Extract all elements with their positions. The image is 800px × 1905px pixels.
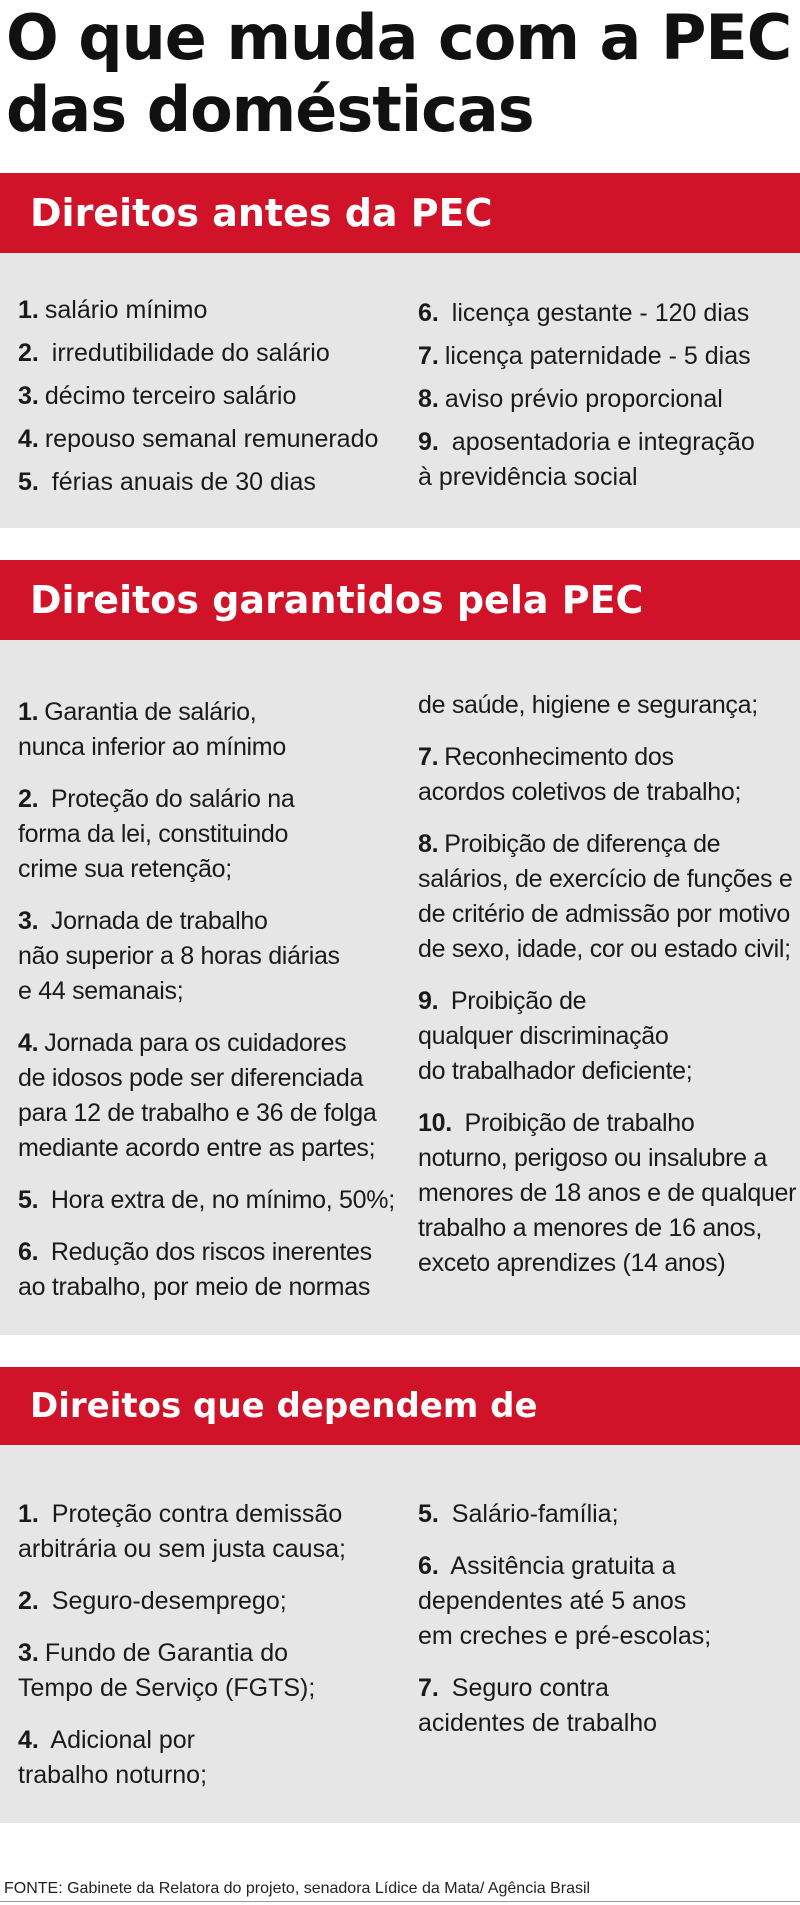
list-item: 5. Salário-família; bbox=[418, 1500, 619, 1528]
source-credit: FONTE: Gabinete da Relatora do projeto, senadora Lídice da Mata/ Agência Brasil bbox=[4, 1880, 591, 1897]
list-item: 3. Jornada de trabalho não superior a 8 horas diárias e 44 semanais; bbox=[18, 907, 340, 1005]
list-item: 7. Seguro contra acidentes de trabalho bbox=[418, 1674, 658, 1737]
list-item: 8. Proibição de diferença de salários, de exercício de funções e de critério de admissão por motivo de sexo, idade, cor ou estado civil; bbox=[418, 830, 793, 963]
bottom-divider bbox=[0, 1901, 800, 1902]
list-item: 4. Adicional por trabalho noturno; bbox=[18, 1726, 208, 1789]
column-left bbox=[18, 695, 395, 1305]
section-heading: Direitos garantidos pela PEC bbox=[30, 578, 644, 622]
list-item: 6. Redução dos riscos inerentes ao trabalho, por meio de normas bbox=[18, 1238, 372, 1301]
list-item: 2. Proteção do salário na forma da lei, constituindo crime sua retenção; bbox=[18, 785, 295, 883]
list-item: 6. Assitência gratuita a dependentes até 5 anos em creches e pré-escolas; bbox=[418, 1552, 712, 1650]
section-banner-regulamentacao bbox=[0, 1367, 800, 1445]
list-item-continuation: de saúde, higiene e segurança; bbox=[418, 691, 758, 719]
column-right bbox=[418, 688, 796, 1281]
page-title: O que muda com a PEC das domésticas bbox=[6, 1, 792, 146]
list-item: 4. repouso semanal remunerado bbox=[18, 425, 379, 453]
column-right bbox=[418, 296, 755, 495]
section-banner-garantidos bbox=[0, 560, 800, 640]
panel-antes bbox=[0, 253, 800, 528]
list-item: 7. licença paternidade - 5 dias bbox=[418, 342, 751, 370]
section-heading: Direitos antes da PEC bbox=[30, 191, 493, 235]
section-heading: Direitos que dependem de bbox=[30, 1386, 538, 1426]
list-item: 5. Hora extra de, no mínimo, 50%; bbox=[18, 1186, 395, 1214]
list-item: 9. Proibição de qualquer discriminação do trabalhador deficiente; bbox=[418, 987, 693, 1085]
column-right bbox=[418, 1497, 711, 1741]
column-left bbox=[18, 1497, 346, 1793]
list-item: 10. Proibição de trabalho noturno, perigoso ou insalubre a menores de 18 anos e de qualquer trabalho a menores de 16 anos, exceto aprendizes (14 anos) bbox=[418, 1109, 797, 1277]
list-item: 4. Jornada para os cuidadores de idosos pode ser diferenciada para 12 de trabalho e 36 de folga mediante acordo entre as partes; bbox=[18, 1029, 377, 1162]
list-item: 9. aposentadoria e integração à previdência social bbox=[418, 428, 755, 491]
list-item: 7. Reconhecimento dos acordos coletivos de trabalho; bbox=[418, 743, 742, 806]
column-left bbox=[18, 293, 378, 500]
list-item: 3. Fundo de Garantia do Tempo de Serviço (FGTS); bbox=[18, 1639, 316, 1702]
list-item: 2. irredutibilidade do salário bbox=[18, 339, 330, 367]
list-item: 1. Proteção contra demissão arbitrária ou sem justa causa; bbox=[18, 1500, 346, 1563]
panel-regulamentacao bbox=[0, 1445, 800, 1823]
list-item: 6. licença gestante - 120 dias bbox=[418, 299, 750, 327]
list-item: 3. décimo terceiro salário bbox=[18, 382, 297, 410]
list-item: 5. férias anuais de 30 dias bbox=[18, 468, 316, 496]
panel-garantidos bbox=[0, 640, 800, 1335]
section-banner-antes bbox=[0, 173, 800, 253]
list-item: 1. Garantia de salário, nunca inferior ao mínimo bbox=[18, 698, 286, 761]
list-item: 1. salário mínimo bbox=[18, 296, 208, 324]
list-item: 8. aviso prévio proporcional bbox=[418, 385, 723, 413]
list-item: 2. Seguro-desemprego; bbox=[18, 1587, 287, 1615]
